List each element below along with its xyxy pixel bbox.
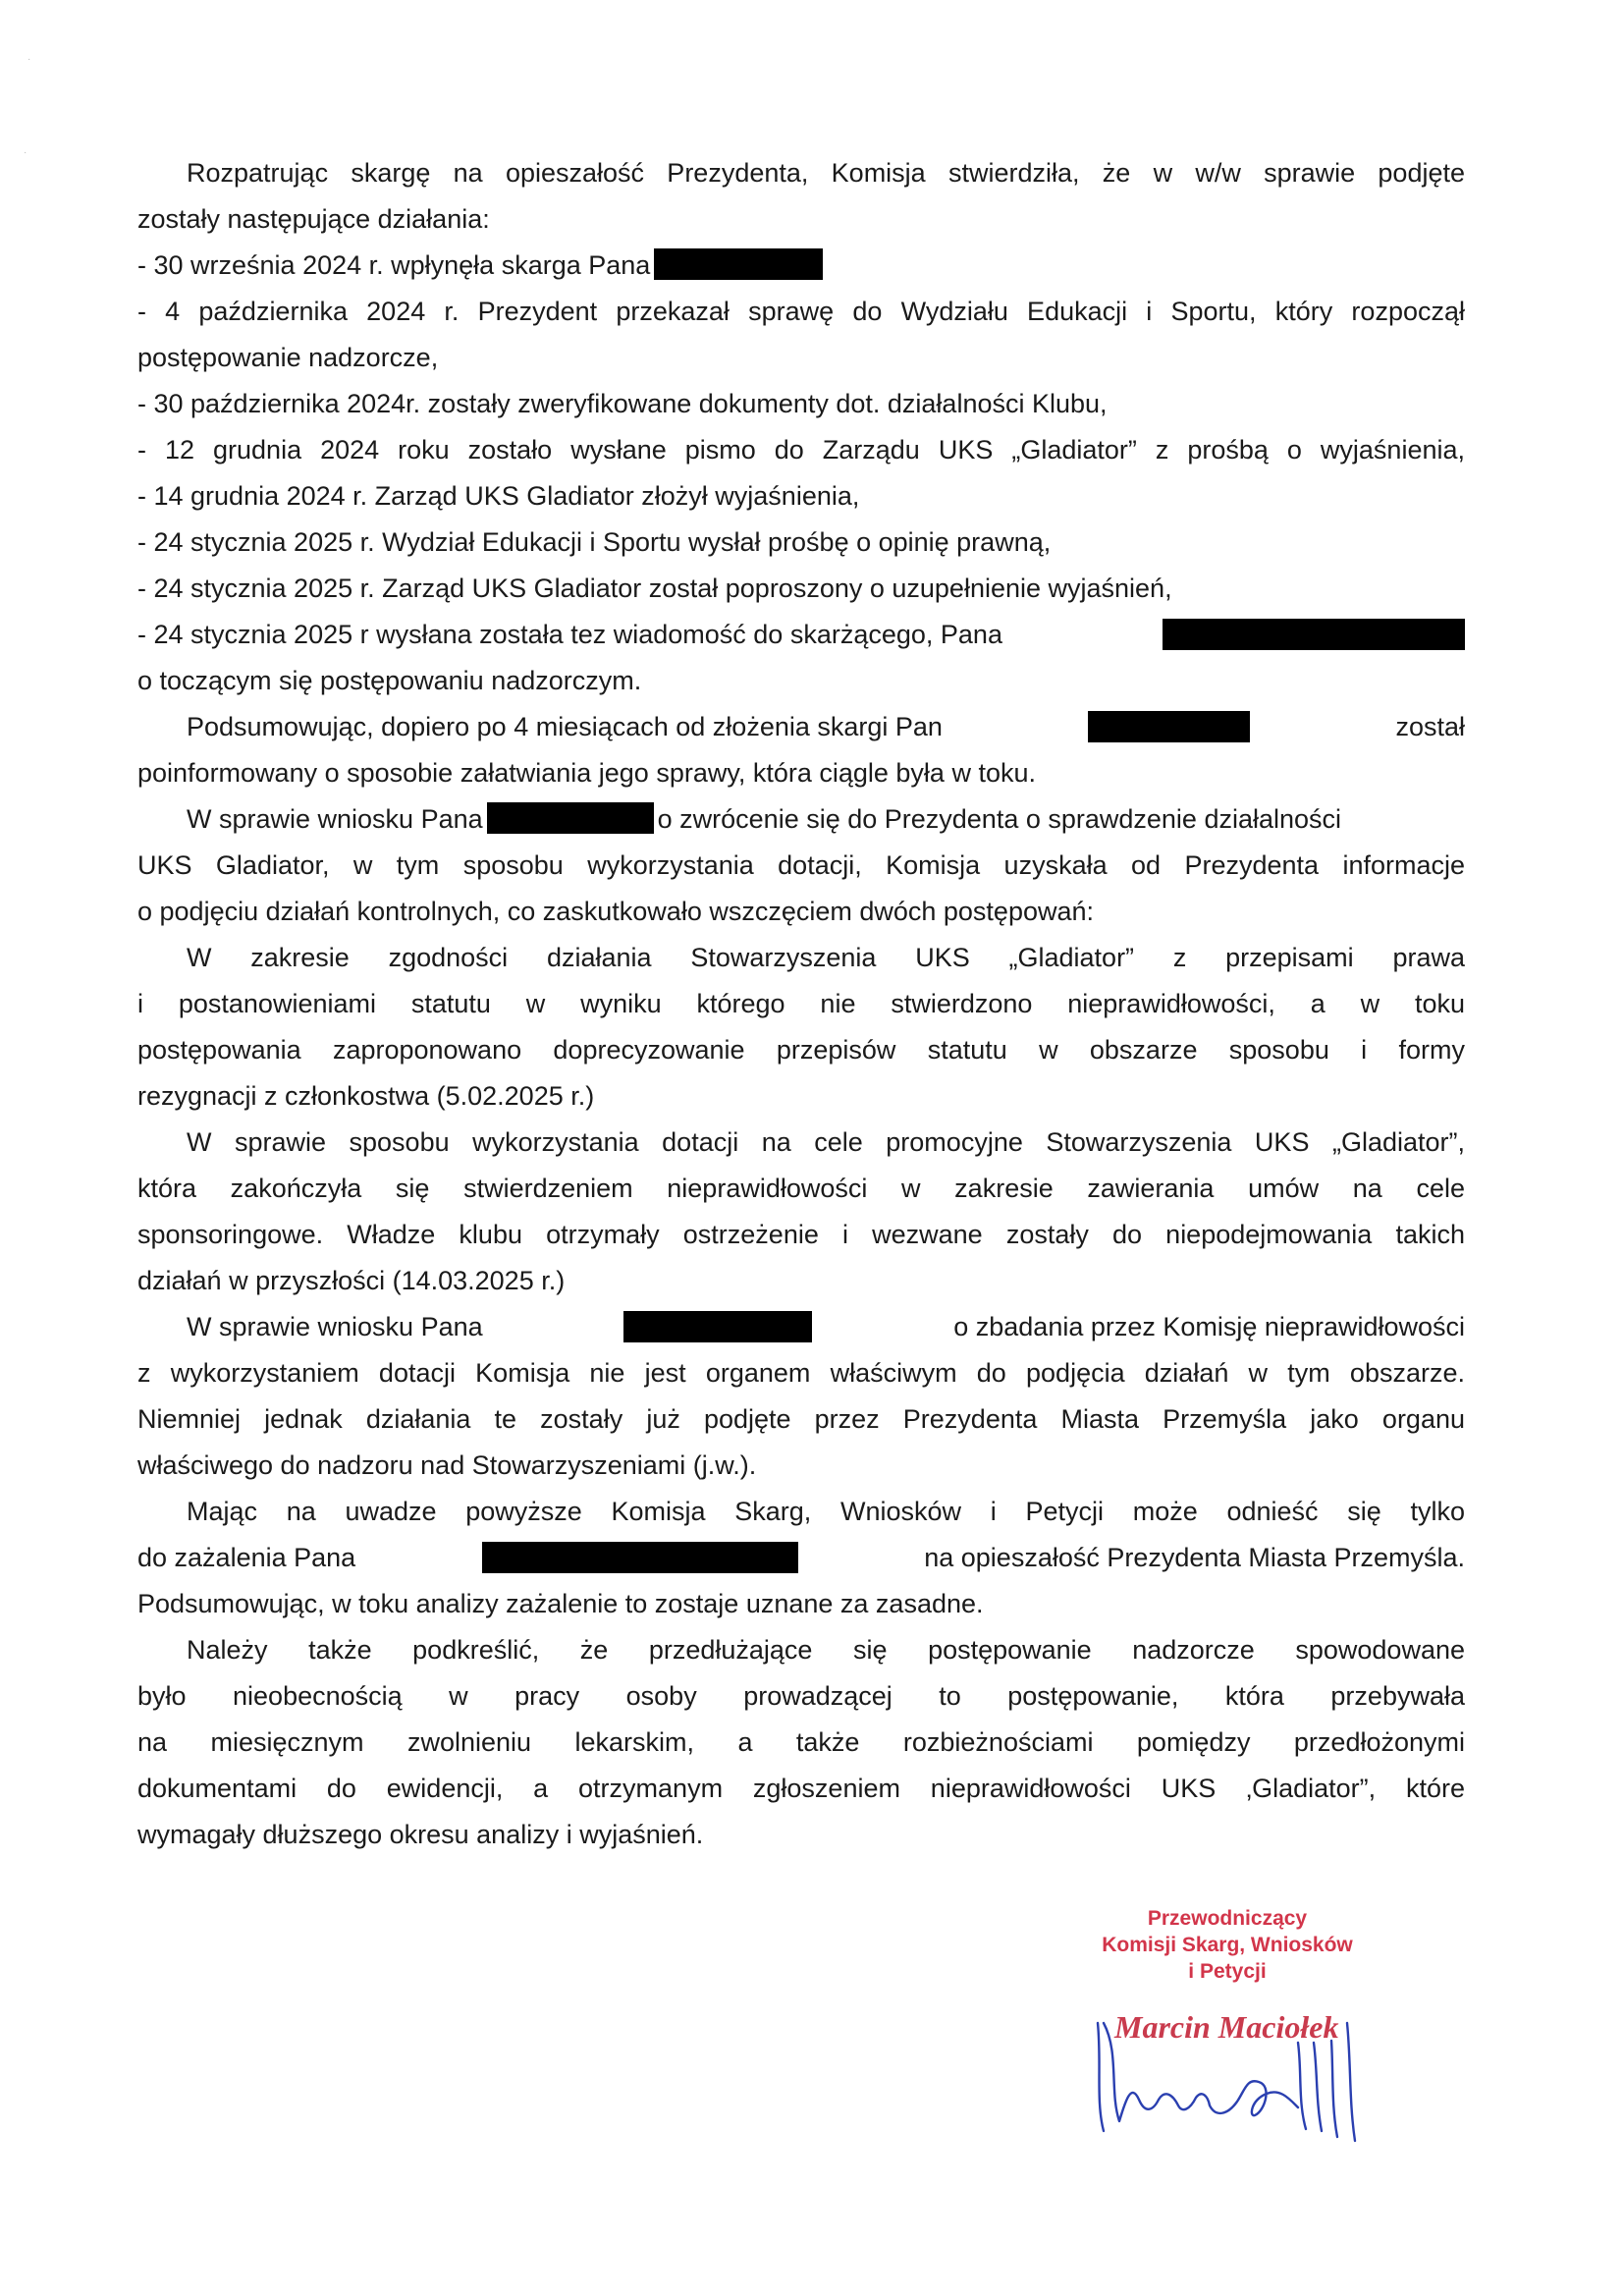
- redaction-box: [1163, 619, 1465, 650]
- text-line: i postanowieniami statutu w wyniku którego nie stwierdzono nieprawidłowości, a w toku: [137, 989, 1465, 1018]
- stamp-body: Komisji Skarg, Wniosków: [1102, 1934, 1353, 1956]
- text-line: UKS Gladiator, w tym sposobu wykorzystania dotacji, Komisja uzyskała od Prezydenta informacje: [137, 850, 1465, 880]
- text-line: było nieobecnością w pracy osoby prowadzącej to postępowanie, która przebywała: [137, 1681, 1465, 1711]
- text-line: postępowania zaproponowano doprecyzowanie przepisów statutu w obszarze sposobu i formy: [137, 1035, 1465, 1065]
- text-line: - 30 października 2024r. zostały zweryfikowane dokumenty dot. działalności Klubu,: [137, 389, 1108, 418]
- text-line: sponsoringowe. Władze klubu otrzymały ostrzeżenie i wezwane zostały do niepodejmowania takich: [137, 1220, 1465, 1249]
- text-fragment: W sprawie wniosku Pana: [187, 804, 483, 834]
- text-fragment: - 30 września 2024 r. wpłynęła skarga Pana: [137, 250, 651, 280]
- text-fragment: do zażalenia Pana: [137, 1543, 356, 1572]
- redaction-box: [1088, 711, 1250, 742]
- text-line: poinformowany o sposobie załatwiania jego sprawy, która ciągle była w toku.: [137, 758, 1036, 788]
- text-line: z wykorzystaniem dotacji Komisja nie jest organem właściwym do podjęcia działań w tym obszarze.: [137, 1358, 1465, 1388]
- text-line: - 14 grudnia 2024 r. Zarząd UKS Gladiator złożył wyjaśnienia,: [137, 481, 860, 511]
- text-line: Rozpatrując skargę na opieszałość Prezydenta, Komisja stwierdziła, że w w/w sprawie podjęte: [187, 158, 1465, 188]
- text-line: - 12 grudnia 2024 roku zostało wysłane pismo do Zarządu UKS „Gladiator” z prośbą o wyjaśnienia,: [137, 435, 1465, 465]
- text-line: o podjęciu działań kontrolnych, co zaskutkowało wszczęciem dwóch postępowań:: [137, 897, 1095, 926]
- text-line: - 24 stycznia 2025 r. Wydział Edukacji i Sportu wysłał prośbę o opinię prawną,: [137, 527, 1052, 557]
- scan-speck: ·: [24, 147, 27, 158]
- redaction-box: [482, 1542, 798, 1573]
- text-fragment: - 24 stycznia 2025 r wysłana została tez wiadomość do skarżącego, Pana: [137, 620, 1002, 649]
- text-fragment: o zwrócenie się do Prezydenta o sprawdzenie działalności: [657, 804, 1342, 834]
- text-line: [137, 243, 1465, 289]
- handwritten-signature: [1080, 1984, 1394, 2151]
- text-fragment: o zbadania przez Komisję nieprawidłowości: [953, 1312, 1465, 1341]
- text-line: [137, 612, 1465, 658]
- text-line: o toczącym się postępowaniu nadzorczym.: [137, 666, 642, 695]
- text-line: W zakresie zgodności działania Stowarzyszenia UKS „Gladiator” z przepisami prawa: [187, 943, 1465, 972]
- text-line: na miesięcznym zwolnieniu lekarskim, a także rozbieżnościami pomiędzy przedłożonymi: [137, 1727, 1465, 1757]
- stamp-body-2: i Petycji: [1188, 1960, 1267, 1983]
- text-line: która zakończyła się stwierdzeniem nieprawidłowości w zakresie zawierania umów na cele: [137, 1174, 1465, 1203]
- text-line: [137, 1535, 1465, 1581]
- text-line: Podsumowując, w toku analizy zażalenie to zostaje uznane za zasadne.: [137, 1589, 984, 1618]
- text-line: Mając na uwadze powyższe Komisja Skarg, Wniosków i Petycji może odnieść się tylko: [187, 1497, 1465, 1526]
- text-line: dokumentami do ewidencji, a otrzymanym zgłoszeniem nieprawidłowości UKS ‚Gladiator”, które: [137, 1774, 1465, 1803]
- text-line: Należy także podkreślić, że przedłużające się postępowanie nadzorcze spowodowane: [187, 1635, 1465, 1665]
- text-line: zostały następujące działania:: [137, 204, 490, 234]
- stamp-title: Przewodniczący: [1147, 1907, 1308, 1930]
- text-line: W sprawie sposobu wykorzystania dotacji na cele promocyjne Stowarzyszenia UKS „Gladiator”,: [187, 1127, 1465, 1157]
- text-line: [137, 796, 1465, 843]
- stamp-name: Marcin Maciołek: [1114, 2009, 1339, 2045]
- text-line: [137, 704, 1465, 750]
- text-fragment: na opieszałość Prezydenta Miasta Przemyśla.: [924, 1543, 1465, 1572]
- text-fragment: został: [1395, 712, 1465, 741]
- text-line: - 24 stycznia 2025 r. Zarząd UKS Gladiator został poproszony o uzupełnienie wyjaśnień,: [137, 574, 1172, 603]
- text-line: rezygnacji z członkostwa (5.02.2025 r.): [137, 1081, 595, 1111]
- text-line: właściwego do nadzoru nad Stowarzyszeniami (j.w.).: [137, 1450, 757, 1480]
- redaction-box: [623, 1311, 812, 1342]
- official-stamp: [1021, 1905, 1434, 1985]
- text-line: działań w przyszłości (14.03.2025 r.): [137, 1266, 566, 1295]
- text-line: Niemniej jednak działania te zostały już podjęte przez Prezydenta Miasta Przemyśla jako organu: [137, 1404, 1465, 1434]
- text-line: - 4 października 2024 r. Prezydent przekazał sprawę do Wydziału Edukacji i Sportu, który rozpoczął: [137, 297, 1465, 326]
- text-line: postępowanie nadzorcze,: [137, 343, 439, 372]
- text-line: wymagały dłuższego okresu analizy i wyjaśnień.: [137, 1820, 704, 1849]
- redaction-box: [654, 248, 823, 280]
- text-line: [137, 1304, 1465, 1350]
- text-fragment: W sprawie wniosku Pana: [187, 1312, 483, 1341]
- text-fragment: Podsumowując, dopiero po 4 miesiącach od złożenia skargi Pan: [187, 712, 943, 741]
- scan-speck: ·: [27, 54, 31, 65]
- redaction-box: [487, 802, 654, 834]
